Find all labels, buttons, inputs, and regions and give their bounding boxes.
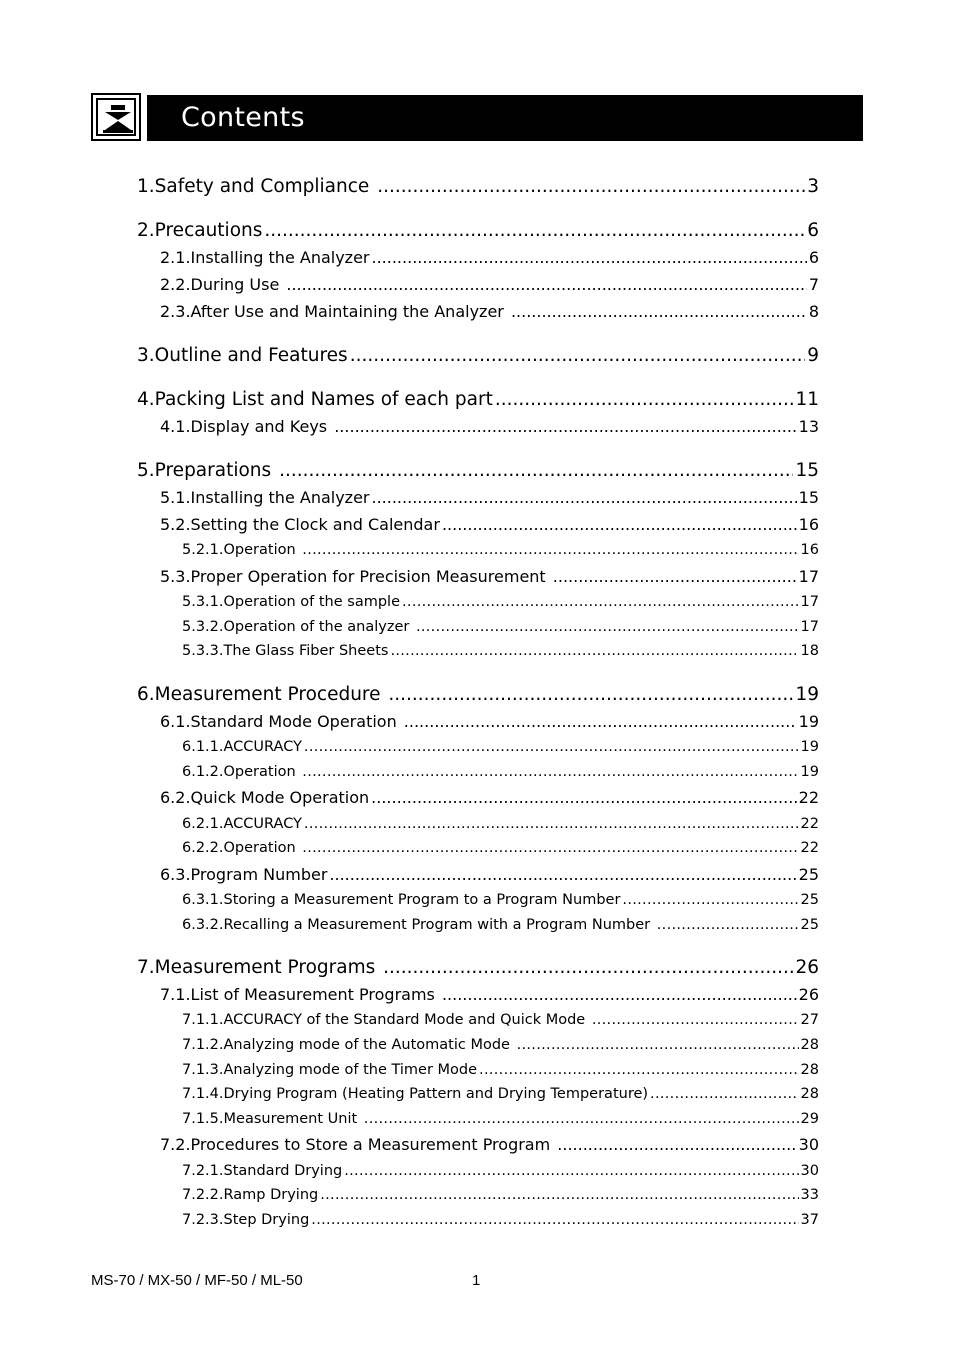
toc-entry-page: 28 [800, 1037, 819, 1053]
toc-entry-title: Measurement Programs [154, 957, 382, 978]
toc-entry-title: Precautions [154, 220, 263, 241]
page-title: Contents [181, 102, 305, 133]
toc-entry-page: 6 [808, 248, 819, 267]
toc-entry-number: 6.3. [160, 865, 191, 884]
toc-entry-title: Recalling a Measurement Program with a Program Number [223, 917, 655, 933]
toc-entry-page: 19 [800, 739, 819, 755]
toc-entry-page: 19 [795, 684, 819, 705]
toc-entry-number: 7.2.3. [182, 1212, 224, 1228]
toc-dot-leader [329, 865, 796, 884]
toc-entry[interactable] [137, 460, 819, 481]
toc-entry-title: ACCURACY [223, 739, 302, 755]
toc-dot-leader [416, 619, 799, 635]
toc-entry-number: 5. [137, 460, 155, 481]
toc-entry[interactable] [182, 739, 819, 755]
toc-entry[interactable] [182, 917, 819, 933]
toc-entry[interactable] [160, 712, 819, 731]
toc-entry-title: Storing a Measurement Program to a Program Number [223, 892, 621, 908]
toc-entry-number: 7.2. [160, 1135, 191, 1154]
toc-entry-page: 11 [795, 389, 819, 410]
toc-entry-page: 8 [808, 302, 819, 321]
footer-page-number: 1 [472, 1272, 481, 1289]
toc-dot-leader [311, 1212, 798, 1228]
toc-dot-leader [402, 594, 799, 610]
toc-entry-page: 18 [800, 643, 819, 659]
toc-dot-leader [517, 1037, 799, 1053]
toc-entry[interactable] [160, 275, 819, 294]
toc-entry-title: Measurement Unit [223, 1111, 362, 1127]
toc-dot-leader [553, 567, 797, 586]
footer-model: MS-70 / MX-50 / MF-50 / ML-50 [91, 1272, 303, 1289]
toc-entry-number: 6.1.2. [182, 764, 224, 780]
toc-dot-leader [302, 764, 798, 780]
toc-entry-number: 5.2.1. [182, 542, 224, 558]
toc-entry-number: 7.1.1. [182, 1012, 224, 1028]
toc-entry-title: Program Number [190, 865, 328, 884]
toc-dot-leader [334, 417, 796, 436]
toc-entry[interactable] [182, 1037, 819, 1053]
toc-dot-leader [350, 345, 806, 366]
toc-entry-number: 2.2. [160, 275, 191, 294]
toc-entry-page: 9 [807, 345, 819, 366]
toc-dot-leader [479, 1062, 799, 1078]
toc-entry[interactable] [182, 1187, 819, 1203]
toc-entry[interactable] [160, 488, 819, 507]
toc-entry-title: List of Measurement Programs [190, 985, 440, 1004]
toc-entry-page: 29 [800, 1111, 819, 1127]
toc-dot-leader [388, 684, 793, 705]
contents-icon [91, 93, 141, 141]
toc-entry-title: ACCURACY of the Standard Mode and Quick Mode [223, 1012, 590, 1028]
toc-entry[interactable] [182, 1163, 819, 1179]
toc-entry-title: Quick Mode Operation [190, 788, 370, 807]
toc-entry-page: 13 [798, 417, 819, 436]
toc-entry-title: Display and Keys [190, 417, 333, 436]
toc-entry-number: 3. [137, 345, 155, 366]
toc-dot-leader [377, 176, 805, 197]
toc-entry-number: 6.2. [160, 788, 191, 807]
toc-entry[interactable] [137, 220, 819, 241]
toc-entry-number: 5.3. [160, 567, 191, 586]
toc-entry-page: 3 [807, 176, 819, 197]
toc-entry-title: ACCURACY [223, 816, 302, 832]
toc-entry[interactable] [182, 542, 819, 558]
toc-entry-number: 5.3.3. [182, 643, 224, 659]
toc-entry-title: Analyzing mode of the Automatic Mode [223, 1037, 515, 1053]
toc-entry-title: Analyzing mode of the Timer Mode [223, 1062, 478, 1078]
toc-dot-leader [442, 515, 797, 534]
toc-entry-number: 2.1. [160, 248, 191, 267]
toc-entry-title: Measurement Procedure [154, 684, 387, 705]
toc-entry[interactable] [160, 302, 819, 321]
toc-entry[interactable] [160, 567, 819, 586]
toc-entry-page: 15 [798, 488, 819, 507]
toc-dot-leader [404, 712, 797, 731]
toc-entry-page: 17 [800, 594, 819, 610]
toc-entry-title: Installing the Analyzer [190, 248, 370, 267]
toc-entry-number: 4.1. [160, 417, 191, 436]
toc-entry-number: 5.3.1. [182, 594, 224, 610]
toc-dot-leader [371, 788, 796, 807]
toc-dot-leader [344, 1163, 798, 1179]
toc-entry[interactable] [182, 892, 819, 908]
toc-dot-leader [302, 542, 798, 558]
toc-entry-title: Operation [223, 542, 301, 558]
toc-entry-page: 28 [800, 1062, 819, 1078]
toc-entry[interactable] [182, 764, 819, 780]
toc-dot-leader [383, 957, 793, 978]
toc-entry-title: Operation of the analyzer [223, 619, 414, 635]
toc-entry-title: Step Drying [223, 1212, 310, 1228]
toc-entry-number: 2. [137, 220, 155, 241]
toc-entry-number: 7.2.1. [182, 1163, 224, 1179]
toc-entry-page: 17 [800, 619, 819, 635]
toc-dot-leader [592, 1012, 799, 1028]
toc-entry-page: 22 [798, 788, 819, 807]
toc-entry-title: Proper Operation for Precision Measurement [190, 567, 551, 586]
toc-dot-leader [511, 302, 807, 321]
toc-dot-leader [286, 275, 806, 294]
toc-entry-page: 6 [807, 220, 819, 241]
toc-entry-page: 37 [800, 1212, 819, 1228]
toc-entry[interactable] [160, 788, 819, 807]
toc-entry-number: 6. [137, 684, 155, 705]
toc-entry-number: 6.1. [160, 712, 191, 731]
toc-dot-leader [372, 488, 797, 507]
toc-entry-title: Operation of the sample [223, 594, 400, 610]
toc-entry-number: 6.3.1. [182, 892, 224, 908]
toc-dot-leader [304, 816, 799, 832]
toc-entry-page: 26 [798, 985, 819, 1004]
toc-dot-leader [557, 1135, 796, 1154]
toc-entry-number: 6.3.2. [182, 917, 224, 933]
toc-entry[interactable] [160, 248, 819, 267]
toc-dot-leader [364, 1111, 799, 1127]
toc-dot-leader [442, 985, 797, 1004]
toc-entry-page: 30 [800, 1163, 819, 1179]
toc-entry[interactable] [160, 417, 819, 436]
toc-entry-number: 6.2.1. [182, 816, 224, 832]
toc-entry-title: Installing the Analyzer [190, 488, 370, 507]
toc-entry-number: 5.1. [160, 488, 191, 507]
toc-entry-title: After Use and Maintaining the Analyzer [190, 302, 509, 321]
toc-dot-leader [264, 220, 805, 241]
toc-entry-page: 27 [800, 1012, 819, 1028]
toc-entry-number: 5.2. [160, 515, 191, 534]
toc-dot-leader [657, 917, 799, 933]
toc-entry-title: Operation [223, 764, 301, 780]
toc-entry-number: 6.1.1. [182, 739, 224, 755]
toc-dot-leader [650, 1086, 799, 1102]
toc-entry[interactable] [160, 515, 819, 534]
toc-entry[interactable] [137, 345, 819, 366]
toc-entry-title: Operation [223, 840, 301, 856]
toc-entry[interactable] [137, 684, 819, 705]
toc-dot-leader [495, 389, 794, 410]
toc-entry-number: 7.1.3. [182, 1062, 224, 1078]
toc-dot-leader [622, 892, 798, 908]
toc-entry-page: 15 [795, 460, 819, 481]
toc-entry-title: Ramp Drying [223, 1187, 319, 1203]
toc-entry[interactable] [182, 594, 819, 610]
toc-entry[interactable] [182, 840, 819, 856]
toc-entry-page: 19 [800, 764, 819, 780]
toc-entry-page: 22 [800, 816, 819, 832]
toc-entry[interactable] [182, 1212, 819, 1228]
toc-entry[interactable] [160, 865, 819, 884]
toc-entry-title: Packing List and Names of each part [154, 389, 493, 410]
toc-entry-number: 7.1. [160, 985, 191, 1004]
toc-entry-title: Procedures to Store a Measurement Program [190, 1135, 556, 1154]
toc-entry[interactable] [182, 816, 819, 832]
toc-entry-page: 25 [800, 892, 819, 908]
toc-entry-number: 7.1.5. [182, 1111, 224, 1127]
toc-entry-number: 7.1.2. [182, 1037, 224, 1053]
toc-entry-number: 7. [137, 957, 155, 978]
toc-dot-leader [372, 248, 807, 267]
toc-entry-page: 7 [808, 275, 819, 294]
toc-entry-page: 28 [800, 1086, 819, 1102]
toc-entry-title: The Glass Fiber Sheets [223, 643, 389, 659]
toc-dot-leader [320, 1187, 798, 1203]
toc-entry-number: 6.2.2. [182, 840, 224, 856]
toc-entry[interactable] [182, 643, 819, 659]
toc-entry[interactable] [137, 957, 819, 978]
toc-entry[interactable] [137, 176, 819, 197]
toc-entry-page: 22 [800, 840, 819, 856]
toc-entry-number: 1. [137, 176, 155, 197]
toc-entry-number: 7.1.4. [182, 1086, 224, 1102]
toc-entry-page: 16 [800, 542, 819, 558]
toc-entry-page: 25 [800, 917, 819, 933]
toc-entry-page: 16 [798, 515, 819, 534]
toc-entry[interactable] [182, 1111, 819, 1127]
toc-entry-page: 26 [795, 957, 819, 978]
toc-entry-title: Outline and Features [154, 345, 348, 366]
toc-entry-title: During Use [190, 275, 285, 294]
toc-entry-number: 4. [137, 389, 155, 410]
toc-entry-title: Preparations [154, 460, 278, 481]
toc-entry-title: Standard Mode Operation [190, 712, 402, 731]
toc-entry-number: 5.3.2. [182, 619, 224, 635]
toc-dot-leader [302, 840, 798, 856]
toc-dot-leader [304, 739, 799, 755]
toc-entry-page: 25 [798, 865, 819, 884]
toc-entry[interactable] [182, 1086, 819, 1102]
toc-entry[interactable] [182, 1012, 819, 1028]
toc-entry-number: 7.2.2. [182, 1187, 224, 1203]
toc-entry[interactable] [137, 389, 819, 410]
toc-entry-title: Setting the Clock and Calendar [190, 515, 440, 534]
toc-entry-page: 17 [798, 567, 819, 586]
toc-entry[interactable] [182, 1062, 819, 1078]
toc-entry[interactable] [160, 1135, 819, 1154]
toc-entry-title: Safety and Compliance [154, 176, 376, 197]
toc-entry-title: Drying Program (Heating Pattern and Drying Temperature) [223, 1086, 649, 1102]
toc-entry-page: 33 [800, 1187, 819, 1203]
toc-entry-title: Standard Drying [223, 1163, 343, 1179]
toc-dot-leader [390, 643, 798, 659]
toc-entry[interactable] [182, 619, 819, 635]
toc-entry-page: 30 [798, 1135, 819, 1154]
toc-entry-page: 19 [798, 712, 819, 731]
toc-entry-number: 2.3. [160, 302, 191, 321]
toc-dot-leader [279, 460, 793, 481]
toc-entry[interactable] [160, 985, 819, 1004]
